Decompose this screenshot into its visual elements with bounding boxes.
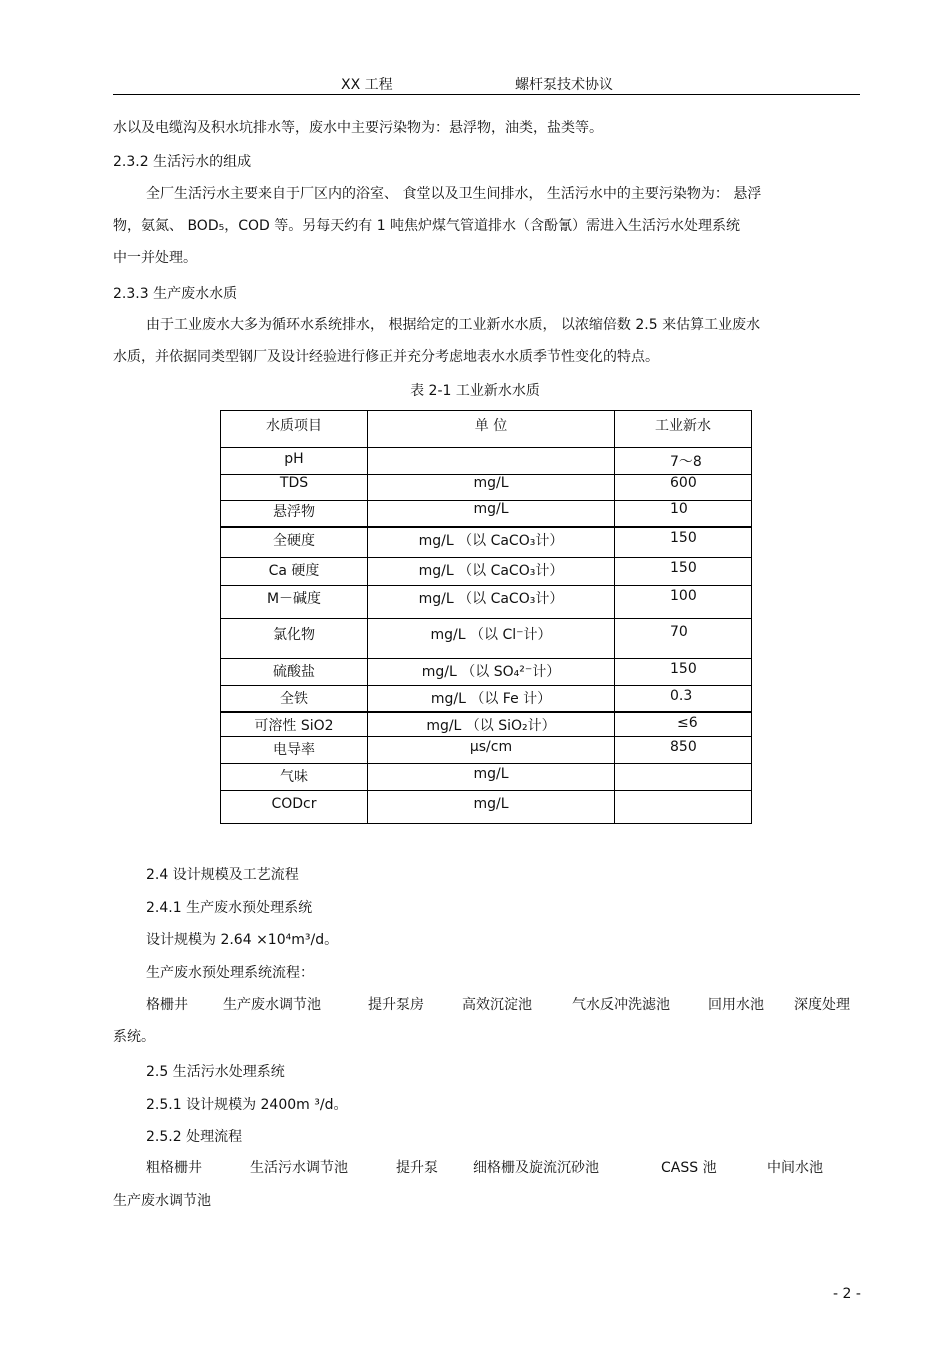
flow-step: 高效沉淀池 xyxy=(462,997,532,1013)
body-line-4: 中一并处理。 xyxy=(113,250,197,266)
table-cell: mg/L （以 CaCO₃计） xyxy=(368,527,615,558)
table-header-row xyxy=(221,411,752,448)
table-row xyxy=(221,527,752,558)
table-cell: μs/cm xyxy=(368,737,615,764)
table-row xyxy=(221,659,752,686)
flow-step: 中间水池 xyxy=(767,1160,823,1176)
table-header-cell: 单 位 xyxy=(368,411,615,448)
table-cell-value: 850 xyxy=(670,739,697,755)
table-cell xyxy=(615,737,752,764)
water-quality-table xyxy=(220,410,752,824)
domestic-flow-end: 生产废水调节池 xyxy=(113,1193,211,1209)
body-line-2: 全厂生活污水主要来自于厂区内的浴室、 食堂以及卫生间排水， 生活污水中的主要污染物为： 悬浮 xyxy=(146,186,762,202)
flow-title: 生产废水预处理系统流程： xyxy=(146,965,314,981)
header-project: XX 工程 xyxy=(341,77,393,93)
table-cell xyxy=(615,659,752,686)
table-cell: mg/L （以 SiO₂计） xyxy=(368,712,615,737)
page-number: - 2 - xyxy=(833,1286,861,1302)
table-cell xyxy=(615,527,752,558)
table-cell-value: 150 xyxy=(670,560,697,576)
table-row xyxy=(221,501,752,527)
table-row xyxy=(221,619,752,659)
table-cell: mg/L （以 CaCO₃计） xyxy=(368,586,615,619)
table-cell-value: ≤6 xyxy=(677,714,698,731)
table-header-cell: 水质项目 xyxy=(221,411,368,448)
table-caption: 表 2-1 工业新水水质 xyxy=(410,383,540,399)
flow-step: 生产废水调节池 xyxy=(223,997,321,1013)
table-cell-value: 7～8 xyxy=(670,454,702,470)
table-cell: mg/L xyxy=(368,475,615,501)
table-cell xyxy=(615,712,752,737)
body-line-1: 水以及电缆沟及积水坑排水等，废水中主要污染物为：悬浮物，油类，盐类等。 xyxy=(113,120,603,136)
section-2-5-1-heading: 2.5.1 设计规模为 2400m ³/d。 xyxy=(146,1097,348,1113)
table-cell xyxy=(615,501,752,527)
table-cell: 电导率 xyxy=(221,737,368,764)
table-cell xyxy=(615,686,752,712)
table-cell-value: 100 xyxy=(670,588,697,604)
table-cell xyxy=(368,448,615,475)
table-cell-value: 70 xyxy=(670,624,688,640)
table-cell-value: 600 xyxy=(670,475,697,491)
flow-end-text: 系统。 xyxy=(113,1029,155,1045)
section-2-3-3-heading: 2.3.3 生产废水水质 xyxy=(113,286,238,302)
table-cell-value: 10 xyxy=(670,501,688,517)
table-cell: 全硬度 xyxy=(221,527,368,558)
flow-step: 格栅井 xyxy=(146,997,188,1013)
table-cell-value: 150 xyxy=(670,661,697,677)
table-cell: mg/L （以 Cl⁻计） xyxy=(368,619,615,659)
table-cell: Ca 硬度 xyxy=(221,558,368,586)
flow-step: 提升泵房 xyxy=(368,997,424,1013)
table-cell xyxy=(615,791,752,824)
table-row xyxy=(221,737,752,764)
flow-step: 粗格栅井 xyxy=(146,1160,202,1176)
table-cell: 全铁 xyxy=(221,686,368,712)
table-cell xyxy=(615,586,752,619)
section-2-5-2-heading: 2.5.2 处理流程 xyxy=(146,1129,243,1145)
table-cell xyxy=(615,558,752,586)
table-row xyxy=(221,448,752,475)
table-row xyxy=(221,712,752,737)
table-cell: TDS xyxy=(221,475,368,501)
table-cell xyxy=(615,475,752,501)
table-row xyxy=(221,475,752,501)
table-cell: pH xyxy=(221,448,368,475)
table-cell: mg/L （以 CaCO₃计） xyxy=(368,558,615,586)
table-cell xyxy=(615,448,752,475)
table-cell: 可溶性 SiO2 xyxy=(221,712,368,737)
header-doc-title: 螺杆泵技术协议 xyxy=(515,77,613,93)
table-cell: CODcr xyxy=(221,791,368,824)
table-row xyxy=(221,586,752,619)
table-cell: mg/L xyxy=(368,791,615,824)
flow-step: 深度处理 xyxy=(794,997,850,1013)
section-2-3-2-heading: 2.3.2 生活污水的组成 xyxy=(113,154,252,170)
table-cell xyxy=(615,764,752,791)
table-cell-value: 0.3 xyxy=(670,688,693,704)
body-line-5: 由于工业废水大多为循环水系统排水， 根据给定的工业新水水质， 以浓缩倍数 2.5 来估算工业废水 xyxy=(146,317,761,333)
table-row xyxy=(221,764,752,791)
section-2-5-heading: 2.5 生活污水处理系统 xyxy=(146,1064,285,1080)
table-header-cell: 工业新水 xyxy=(615,411,752,448)
table-cell xyxy=(615,619,752,659)
table-cell: 气味 xyxy=(221,764,368,791)
body-line-6: 水质，并依据同类型钢厂及设计经验进行修正并充分考虑地表水水质季节性变化的特点。 xyxy=(113,349,659,365)
table-cell: 硫酸盐 xyxy=(221,659,368,686)
table-cell: M－碱度 xyxy=(221,586,368,619)
flow-step: 生活污水调节池 xyxy=(250,1160,348,1176)
table-row xyxy=(221,686,752,712)
table-row xyxy=(221,791,752,824)
table-cell: mg/L xyxy=(368,764,615,791)
flow-step: 回用水池 xyxy=(708,997,764,1013)
table-cell: mg/L （以 Fe 计） xyxy=(368,686,615,712)
table-cell: mg/L xyxy=(368,501,615,527)
section-2-4-heading: 2.4 设计规模及工艺流程 xyxy=(146,867,299,883)
table-cell: 悬浮物 xyxy=(221,501,368,527)
flow-step: 提升泵 xyxy=(396,1160,438,1176)
flow-step: 细格栅及旋流沉砂池 xyxy=(473,1160,599,1176)
body-line-3: 物，氨氮、 BOD₅，COD 等。另每天约有 1 吨焦炉煤气管道排水（含酚氰）需进入生活污水处理系统 xyxy=(113,218,741,234)
flow-step: CASS 池 xyxy=(661,1160,717,1176)
section-2-4-1-heading: 2.4.1 生产废水预处理系统 xyxy=(146,900,313,916)
table-cell: mg/L （以 SO₄²⁻计） xyxy=(368,659,615,686)
table-cell: 氯化物 xyxy=(221,619,368,659)
table-row xyxy=(221,558,752,586)
design-scale-text: 设计规模为 2.64 ×10⁴m³/d。 xyxy=(146,932,339,948)
header-rule xyxy=(113,94,860,95)
table-cell-value: 150 xyxy=(670,529,697,546)
flow-step: 气水反冲洗滤池 xyxy=(572,997,670,1013)
